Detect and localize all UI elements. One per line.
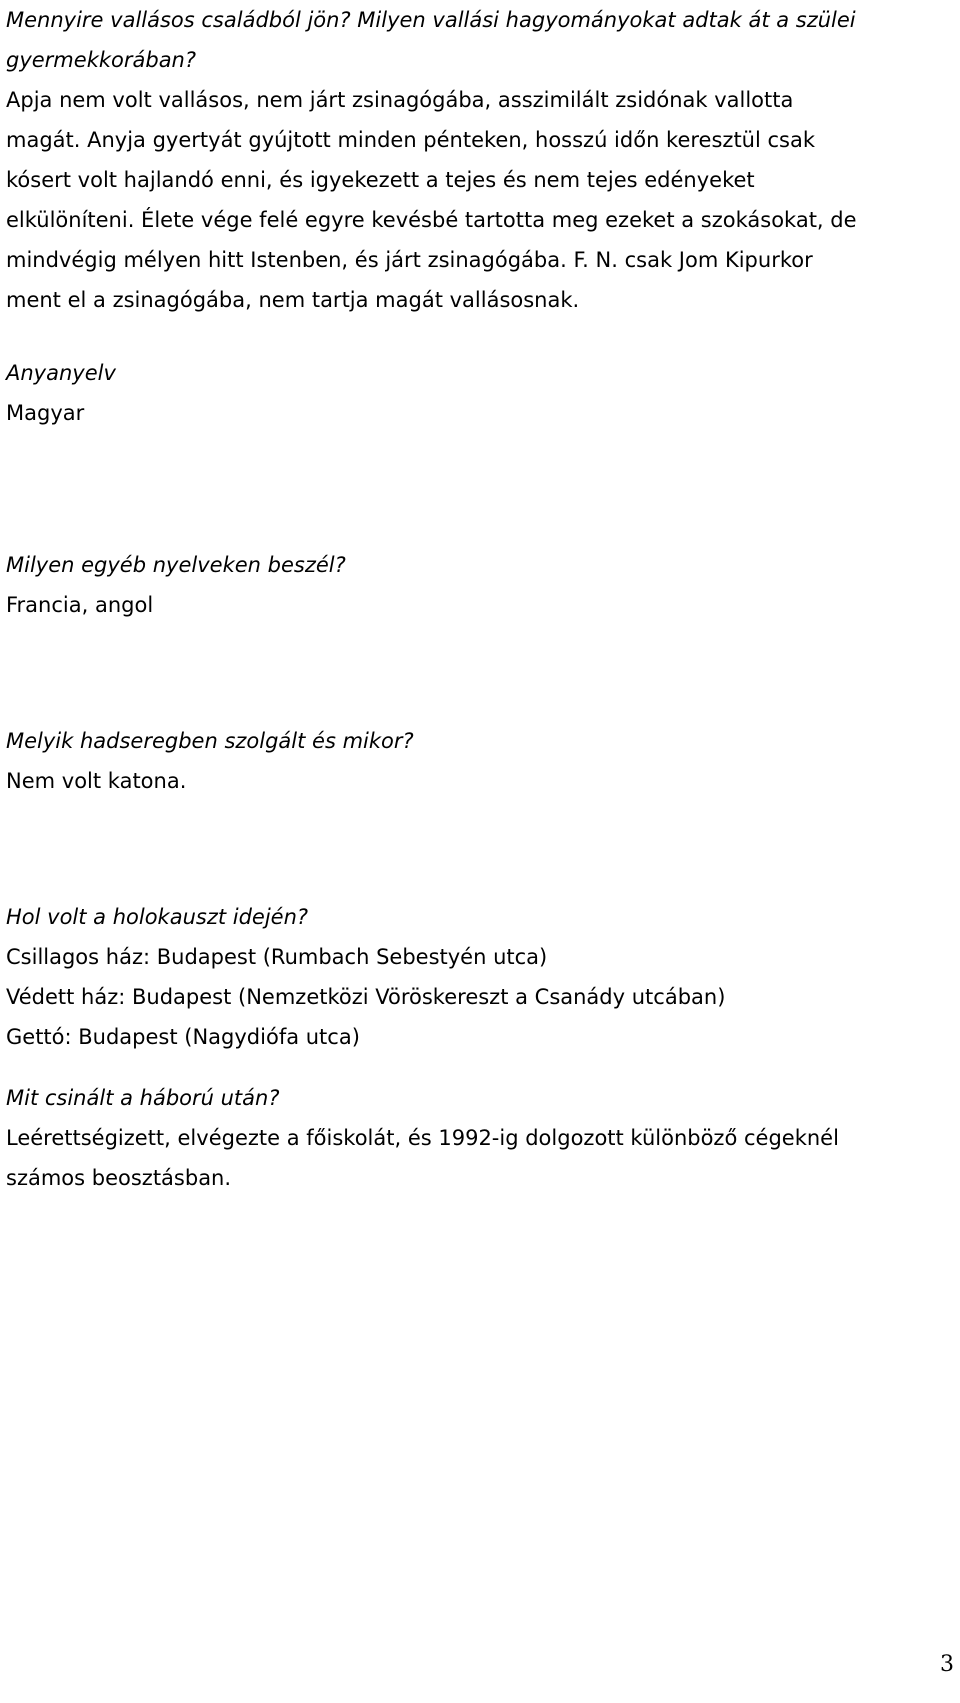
- answer-text: Nem volt katona.: [6, 769, 187, 793]
- document-page: [6, 0, 950, 1198]
- answer-text: elkülöníteni. Élete vége felé egyre kevésbé tartotta meg ezeket a szokásokat, de: [6, 208, 857, 232]
- mother-tongue-section: [6, 353, 950, 433]
- answer-text: Apja nem volt vallásos, nem járt zsinagógába, asszimilált zsidónak vallotta: [6, 88, 794, 112]
- question-text: Milyen egyéb nyelveken beszél?: [6, 553, 346, 577]
- answer-text: Védett ház: Budapest (Nemzetközi Vöröskereszt a Csanády utcában): [6, 985, 726, 1009]
- answer-text: mindvégig mélyen hitt Istenben, és járt zsinagógába. F. N. csak Jom Kipurkor: [6, 248, 813, 272]
- question-text: gyermekkorában?: [6, 48, 197, 72]
- holocaust-section: [6, 897, 950, 1057]
- answer-text: Francia, angol: [6, 593, 154, 617]
- spacer: [6, 625, 950, 721]
- answer-text: Magyar: [6, 401, 85, 425]
- answer-text: kósert volt hajlandó enni, és igyekezett a tejes és nem tejes edényeket: [6, 168, 755, 192]
- answer-text: Csillagos ház: Budapest (Rumbach Sebestyén utca): [6, 945, 548, 969]
- military-section: [6, 721, 950, 801]
- question-text: Mennyire vallásos családból jön? Milyen vallási hagyományokat adtak át a szülei: [6, 8, 856, 32]
- spacer: [6, 1057, 950, 1078]
- after-war-section: [6, 1078, 950, 1198]
- answer-text: Leérettségizett, elvégezte a főiskolát, és 1992-ig dolgozott különböző cégeknél: [6, 1126, 839, 1150]
- spacer: [6, 320, 950, 353]
- question-text: Mit csinált a háború után?: [6, 1086, 280, 1110]
- page-number: 3: [940, 1652, 954, 1677]
- spacer: [6, 433, 950, 545]
- question-text: Melyik hadseregben szolgált és mikor?: [6, 729, 414, 753]
- other-languages-section: [6, 545, 950, 625]
- answer-text: számos beosztásban.: [6, 1166, 232, 1190]
- answer-text: Gettó: Budapest (Nagydiófa utca): [6, 1025, 360, 1049]
- answer-text: ment el a zsinagógába, nem tartja magát vallásosnak.: [6, 288, 580, 312]
- question-text: Hol volt a holokauszt idején?: [6, 905, 309, 929]
- question-text: Anyanyelv: [6, 361, 116, 385]
- religion-section: [6, 0, 950, 320]
- answer-text: magát. Anyja gyertyát gyújtott minden pénteken, hosszú időn keresztül csak: [6, 128, 816, 152]
- spacer: [6, 801, 950, 897]
